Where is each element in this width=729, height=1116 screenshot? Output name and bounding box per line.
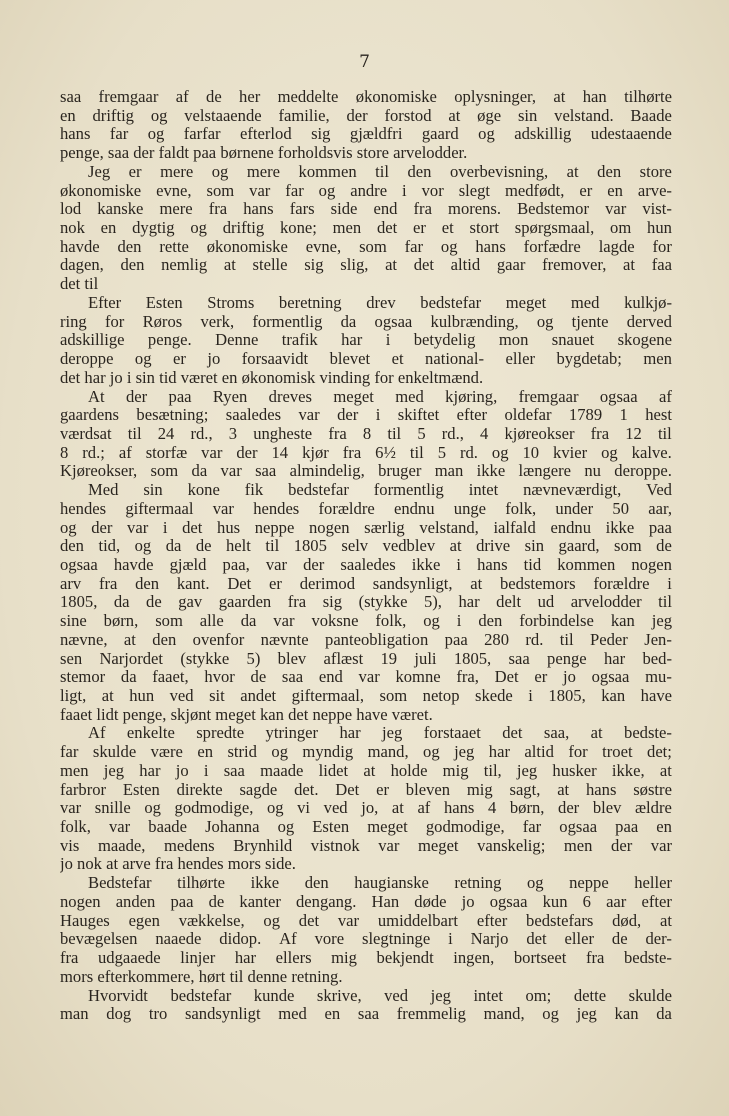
- text-line: det har jo i sin tid været en økonomisk vinding for enkeltmænd.: [60, 368, 484, 387]
- text-line: Bedstefar tilhørte ikke den haugianske retning og neppe heller: [88, 874, 672, 893]
- text-line: folk, var baade Johanna og Esten meget godmodige, far ogsaa paa en: [60, 818, 672, 837]
- text-line: Hauges egen vækkelse, og det var umiddelbart efter bedstefars død, at: [60, 911, 672, 930]
- text-line: Af enkelte spredte ytringer har jeg forstaaet det saa, at bedste-: [88, 724, 672, 743]
- text-line: en driftig og velstaaende familie, der forstod at øge sin velstand. Baade: [60, 106, 672, 125]
- text-line: dagen, den nemlig at stelle sig slig, at det altid gaar fremover, at faa: [60, 256, 672, 275]
- text-line: Kjøreokser, som da var saa almindelig, bruger man ikke længere nu deroppe.: [60, 462, 672, 481]
- text-line: far skulde være en strid og myndig mand, og jeg har altid for troet det;: [60, 743, 672, 762]
- text-line: vis maade, medens Brynhild vistnok var meget vanskelig; men der var: [60, 836, 672, 855]
- text-line: arv fra den kant. Det er derimod sandsynligt, at bedstemors forældre i: [60, 574, 672, 593]
- text-line: den tid, og da de helt til 1805 selv vedblev at drive sin gaard, som de: [60, 537, 672, 556]
- text-line: ogsaa havde gjæld paa, var der saaledes ikke i hans tid kommen nogen: [60, 555, 672, 574]
- text-line: fra udgaaede linjer har ellers mig bekjendt ingen, bortseet fra bedste-: [60, 949, 672, 968]
- text-line: nogen anden paa de kanter dengang. Han døde jo ogsaa kun 6 aar efter: [60, 892, 672, 911]
- text-line: man dog tro sandsynligt med en saa fremmelig mand, og jeg kan da: [60, 1005, 672, 1024]
- text-line: stemor da faaet, hvor de saa end var komne fra, Det er jo ogsaa mu-: [60, 668, 672, 687]
- text-line: Efter Esten Stroms beretning drev bedstefar meget med kulkjø-: [88, 293, 672, 312]
- text-line: adskillige penge. Denne trafik har i betydelig mon snauet skogene: [60, 331, 672, 350]
- text-line: nævne, at den ovenfor nævnte panteobligation paa 280 rd. til Peder Jen-: [60, 630, 672, 649]
- text-line: men jeg har jo i saa maade lidet at holde mig til, jeg husker ikke, at: [60, 761, 672, 780]
- text-line: saa fremgaar af de her meddelte økonomiske oplysninger, at han tilhørte: [60, 88, 672, 106]
- text-line: Jeg er mere og mere kommen til den overbevisning, at den store: [88, 162, 672, 181]
- text-line: 1805, da de gav gaarden fra sig (stykke 5), har delt ud arvelodder til: [60, 593, 672, 612]
- body-text: [60, 88, 672, 1024]
- text-line: mors efterkommere, hørt til denne retning.: [60, 967, 343, 986]
- text-line: jo nok at arve fra hendes mors side.: [60, 855, 296, 874]
- page-number: 7: [359, 52, 370, 72]
- text-line: farbror Esten direkte sagde det. Det er bleven mig sagt, at hans søstre: [60, 780, 672, 799]
- text-line: Hvorvidt bedstefar kunde skrive, ved jeg intet om; dette skulde: [88, 986, 672, 1005]
- text-line: penge, saa der faldt paa børnene forholdsvis store arvelodder.: [60, 144, 468, 163]
- text-line: det til: [60, 275, 99, 294]
- text-line: havde den rette økonomiske evne, som far og hans forfædre lagde for: [60, 237, 672, 256]
- text-line: økonomiske evne, som var far og andre i vor slegt medfødt, er en arve-: [60, 181, 672, 200]
- text-line: og der var i det hus neppe nogen særlig velstand, ialfald endnu ikke paa: [60, 518, 672, 537]
- text-line: gaardens besætning; saaledes var der i skiftet efter oldefar 1789 1 hest: [60, 406, 672, 425]
- text-line: hans far og farfar efterlod sig gjældfri gaard og adskillig udestaaende: [60, 125, 672, 144]
- text-line: bevægelsen naaede didop. Af vore slegtninge i Narjo det eller de der-: [60, 930, 672, 949]
- text-line: sine børn, som alle da var voksne folk, og i den forbindelse kan jeg: [60, 612, 672, 631]
- text-line: deroppe og er jo forsaavidt blevet et national- eller bygdetab; men: [60, 350, 672, 369]
- text-line: ligt, at hun ved sit andet giftermaal, som netop skede i 1805, kan have: [60, 687, 672, 705]
- text-line: lod kanske mere fra hans fars side end fra morens. Bedstemor var vist-: [60, 200, 672, 219]
- text-line: ring for Røros verk, formentlig da ogsaa kulbrænding, og tjente derved: [60, 312, 672, 331]
- text-line: 8 rd.; af storfæ var der 14 kjør fra 6½ til 5 rd. og 10 kvier og kalve.: [60, 443, 672, 462]
- text-line: At der paa Ryen dreves meget med kjøring, fremgaar ogsaa af: [88, 387, 672, 406]
- text-line: faaet lidt penge, skjønt meget kan det neppe have været.: [60, 705, 433, 724]
- text-line: var snille og godmodige, og vi ved jo, at af hans 4 børn, der blev ældre: [60, 799, 672, 818]
- text-line: nok en dygtig og driftig kone; men det er et stort spørgsmaal, om hun: [60, 219, 672, 238]
- text-line: sen Narjordet (stykke 5) blev aflæst 19 juli 1805, saa penge har bed-: [60, 649, 672, 668]
- text-line: hendes giftermaal var hendes forældre endnu unge folk, under 50 aar,: [60, 499, 672, 518]
- text-line: Med sin kone fik bedstefar formentlig intet nævneværdigt, Ved: [88, 481, 672, 500]
- text-line: værdsat til 24 rd., 3 ungheste fra 8 til 5 rd., 4 kjøreokser fra 12 til: [60, 424, 672, 443]
